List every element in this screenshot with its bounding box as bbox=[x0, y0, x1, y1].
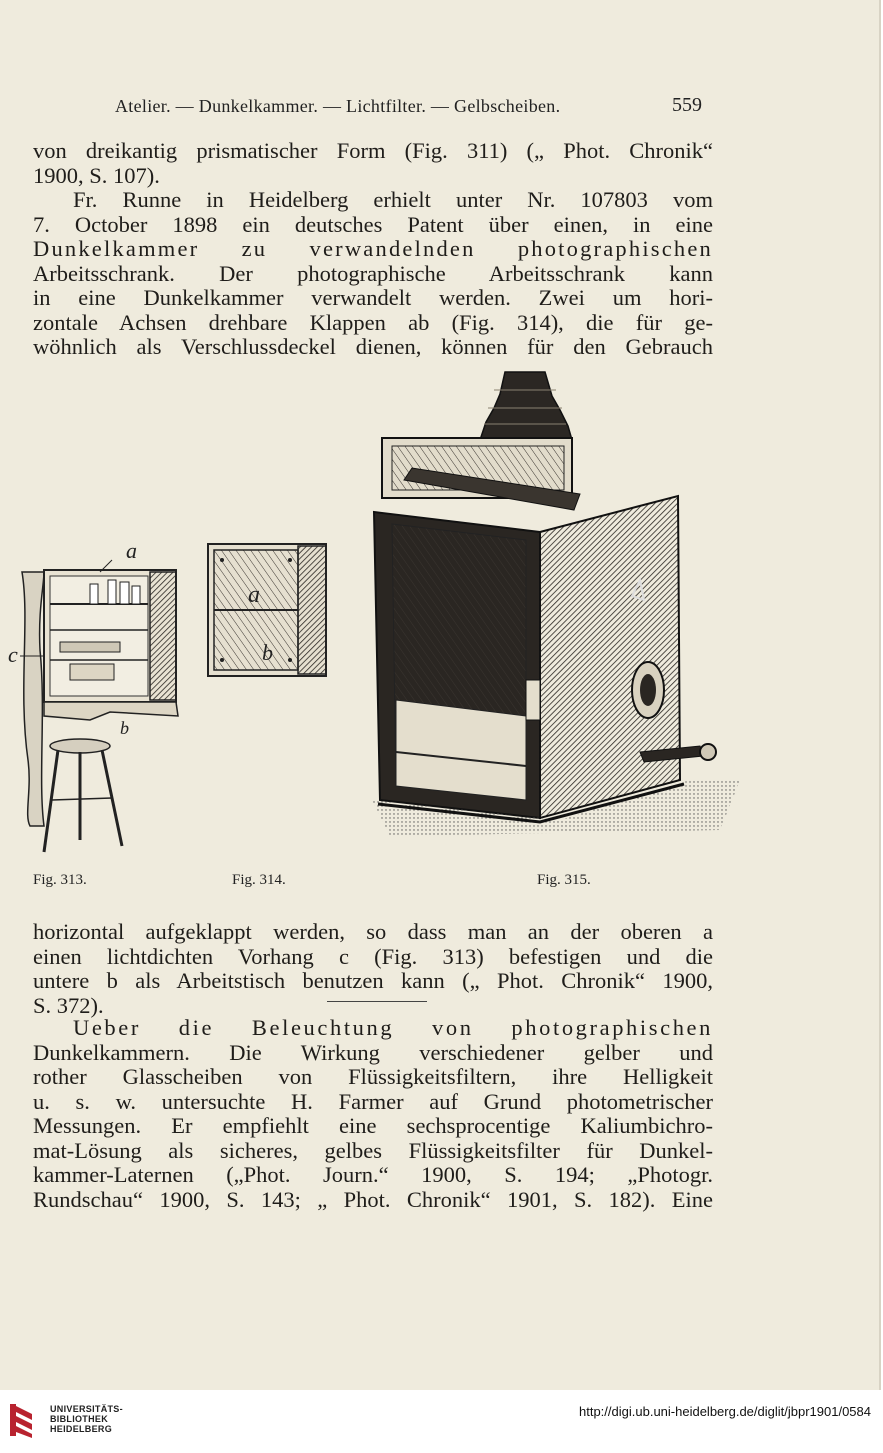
running-head: Atelier. — Dunkelkammer. — Lichtfilter. — Gelbscheiben. bbox=[115, 96, 561, 116]
fig313-label-b: b bbox=[120, 718, 129, 738]
text-line: horizontal aufgeklappt werden, so dass man an der oberen a bbox=[33, 919, 713, 944]
text-line: einen lichtdichten Vorhang c (Fig. 313) befestigen und die bbox=[33, 943, 713, 969]
library-name-line: BIBLIOTHEK bbox=[50, 1414, 108, 1424]
paragraph-2 bbox=[33, 920, 713, 1018]
section-separator bbox=[327, 1001, 427, 1002]
text-line: mat-Lösung als sicheres, gelbes Flüssigkeitsfilter für Dunkel- bbox=[33, 1137, 713, 1163]
fig313-label-c: c bbox=[8, 642, 18, 667]
text-line: Arbeitsschrank. Der photographische Arbeitsschrank kann bbox=[33, 260, 713, 286]
text-line: 7. October 1898 ein deutsches Patent über einen, in eine bbox=[33, 211, 713, 237]
text-line: Messungen. Er empfiehlt eine sechsprocentige Kaliumbichro- bbox=[33, 1113, 713, 1138]
text-line: 1900, S. 107). bbox=[33, 162, 160, 188]
text-line: Fr. Runne in Heidelberg erhielt unter Nr. 107803 vom bbox=[73, 187, 713, 212]
text-line: u. s. w. untersuchte H. Farmer auf Grund photometrischer bbox=[33, 1088, 713, 1114]
fig-314-drawing bbox=[208, 544, 326, 676]
fig-315-drawing bbox=[372, 372, 740, 836]
text-line: kammer-Laternen („Phot. Journ.“ 1900, S. 194; „Photogr. bbox=[33, 1162, 713, 1187]
paragraph-3 bbox=[33, 1016, 713, 1212]
paragraph-1 bbox=[33, 139, 713, 360]
fig314-label-b: b bbox=[262, 640, 273, 665]
library-name bbox=[50, 1404, 123, 1434]
figure-314-caption: Fig. 314. bbox=[232, 872, 286, 888]
university-library-logo-icon bbox=[8, 1400, 40, 1440]
text-line: zontale Achsen drehbare Klappen ab (Fig. 314), die für ge- bbox=[33, 309, 713, 335]
text-line: S. 372). bbox=[33, 992, 104, 1018]
text-line: untere b als Arbeitstisch benutzen kann („ Phot. Chronik“ 1900, bbox=[33, 968, 713, 993]
text-line: rother Glasscheiben von Flüssigkeitsfiltern, ihre Helligkeit bbox=[33, 1064, 713, 1089]
fig-313-drawing bbox=[8, 538, 178, 852]
text-line: Dunkelkammern. Die Wirkung verschiedener gelber und bbox=[33, 1039, 713, 1065]
figure-313-caption: Fig. 313. bbox=[33, 872, 87, 888]
source-url-link[interactable]: http://digi.ub.uni-heidelberg.de/diglit/jbpr1901/0584 bbox=[579, 1404, 871, 1419]
footer-bar bbox=[0, 1390, 883, 1453]
text-line: wöhnlich als Verschlussdeckel dienen, können für den Gebrauch bbox=[33, 334, 713, 359]
fig313-label-a: a bbox=[126, 538, 137, 563]
library-name-line: UNIVERSITÄTS- bbox=[50, 1404, 123, 1414]
library-name-line: HEIDELBERG bbox=[50, 1424, 113, 1434]
figure-315-caption: Fig. 315. bbox=[537, 872, 591, 888]
text-line: Rundschau“ 1900, S. 143; „ Phot. Chronik“ 1901, S. 182). Eine bbox=[33, 1186, 713, 1212]
fig314-label-a: a bbox=[248, 582, 260, 608]
text-line: Ueber die Beleuchtung von photographischen bbox=[73, 1015, 713, 1040]
text-line: von dreikantig prismatischer Form (Fig. 311) („ Phot. Chronik“ bbox=[33, 138, 713, 163]
text-line: Dunkelkammer zu verwandelnden photographischen bbox=[33, 236, 713, 261]
text-line: in eine Dunkelkammer verwandelt werden. Zwei um hori- bbox=[33, 285, 713, 310]
page-number: 559 bbox=[672, 94, 702, 116]
figures-illustration bbox=[0, 360, 879, 870]
